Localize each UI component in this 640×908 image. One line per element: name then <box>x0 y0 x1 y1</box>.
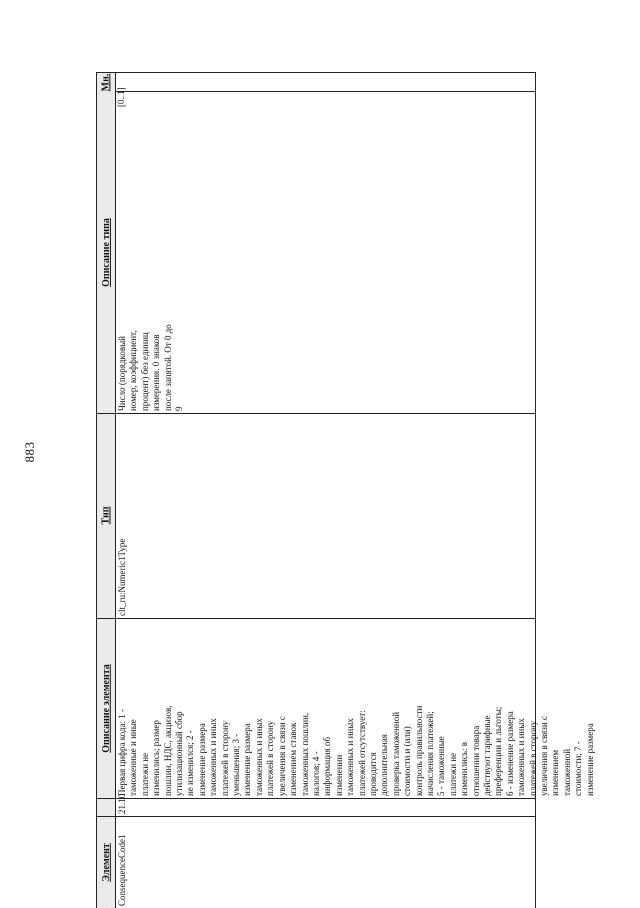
elem-desc-line: проводится <box>367 752 378 796</box>
elem-desc-line: таможенной <box>561 748 572 796</box>
elem-desc-line: Первая цифра кода: 1 - <box>117 709 127 796</box>
cell-element-description <box>117 620 596 796</box>
elem-desc-line: преференции и льготы; <box>493 706 504 796</box>
elem-desc-line: таможенных и иных <box>345 718 356 796</box>
elem-desc-line: платежи не <box>447 752 458 796</box>
elem-desc-line: информация об <box>322 736 333 796</box>
elem-desc-line: изменением ставок <box>288 722 299 796</box>
elem-desc-line: платежей в сторону <box>527 720 538 796</box>
elem-desc-line: пошлин, НДС, акцизов, <box>162 705 173 796</box>
header-min: Мн. <box>100 73 112 91</box>
elem-desc-line: действуют тарифные <box>482 715 492 796</box>
elem-desc-line: изменение размера <box>196 723 207 796</box>
elem-desc-line: 6 - изменение размера <box>504 711 515 796</box>
type-desc-line: после запятой. От 0 до <box>162 324 173 411</box>
elem-desc-line: изменении <box>333 754 344 796</box>
cell-row-number: 21.10 <box>117 793 127 814</box>
header-type-description: Описание типа <box>100 217 112 287</box>
elem-desc-line: изменение размера <box>584 723 595 796</box>
elem-desc-line: таможенных пошлин, <box>299 712 310 796</box>
elem-desc-line: таможенных и иных <box>253 718 264 796</box>
elem-desc-line: платежи не <box>139 752 150 796</box>
elem-desc-line: платежей в сторону <box>265 720 276 796</box>
type-desc-line: Число (порядковый <box>117 336 127 411</box>
elem-desc-line: уменьшения; 3 - <box>231 733 242 796</box>
cell-min: [0..1] <box>116 87 126 107</box>
elem-desc-line: начисления платежей; <box>424 711 435 796</box>
data-table <box>96 72 595 908</box>
cell-type: clt_ru:Numeric1Type <box>117 538 127 616</box>
header-element: Элемент <box>100 842 112 882</box>
elem-desc-line: платежей отсутствует: <box>356 710 367 796</box>
elem-desc-line: таможенных и иных <box>208 718 219 796</box>
elem-desc-line: увеличения в связи с <box>539 716 550 796</box>
elem-desc-line: 5 - таможенные <box>436 736 447 796</box>
header-type: Тип <box>100 506 112 525</box>
elem-desc-line: изменились; размер <box>151 720 162 796</box>
cell-type-description <box>117 93 185 411</box>
type-desc-line: 9 <box>174 406 185 411</box>
elem-desc-line: изменились: в <box>459 742 470 796</box>
page-number: 883 <box>22 441 37 463</box>
type-desc-line: измерения. 0 знаков <box>151 334 162 411</box>
elem-desc-line: изменение размера <box>242 723 253 796</box>
elem-desc-line: утилизационный сбор <box>174 711 185 796</box>
type-desc-line: процент) без единиц <box>139 332 150 411</box>
type-desc-line: номер, коэффициент, <box>128 330 139 411</box>
elem-desc-line: увеличения в связи с <box>276 716 287 796</box>
elem-desc-line: дополнительная <box>379 734 390 796</box>
elem-desc-line: проверка таможенной <box>390 711 401 796</box>
elem-desc-line: платежей в сторону <box>219 720 230 796</box>
elem-desc-line: контроль правильности <box>413 705 424 796</box>
elem-desc-line: таможенных и иных <box>516 718 527 796</box>
cell-element: ConsequenceCode1 <box>117 834 127 906</box>
elem-desc-line: не изменился; 2 - <box>185 730 196 796</box>
elem-desc-line: стоимости; 7 - <box>573 741 584 796</box>
header-element-description: Описание элемента <box>100 663 112 753</box>
elem-desc-line: таможенные и иные <box>128 719 139 796</box>
elem-desc-line: изменением <box>550 749 561 796</box>
elem-desc-line: стоимости и (или) <box>402 726 413 796</box>
elem-desc-line: налогов; 4 - <box>310 751 321 796</box>
elem-desc-line: отношении товара <box>470 725 481 796</box>
